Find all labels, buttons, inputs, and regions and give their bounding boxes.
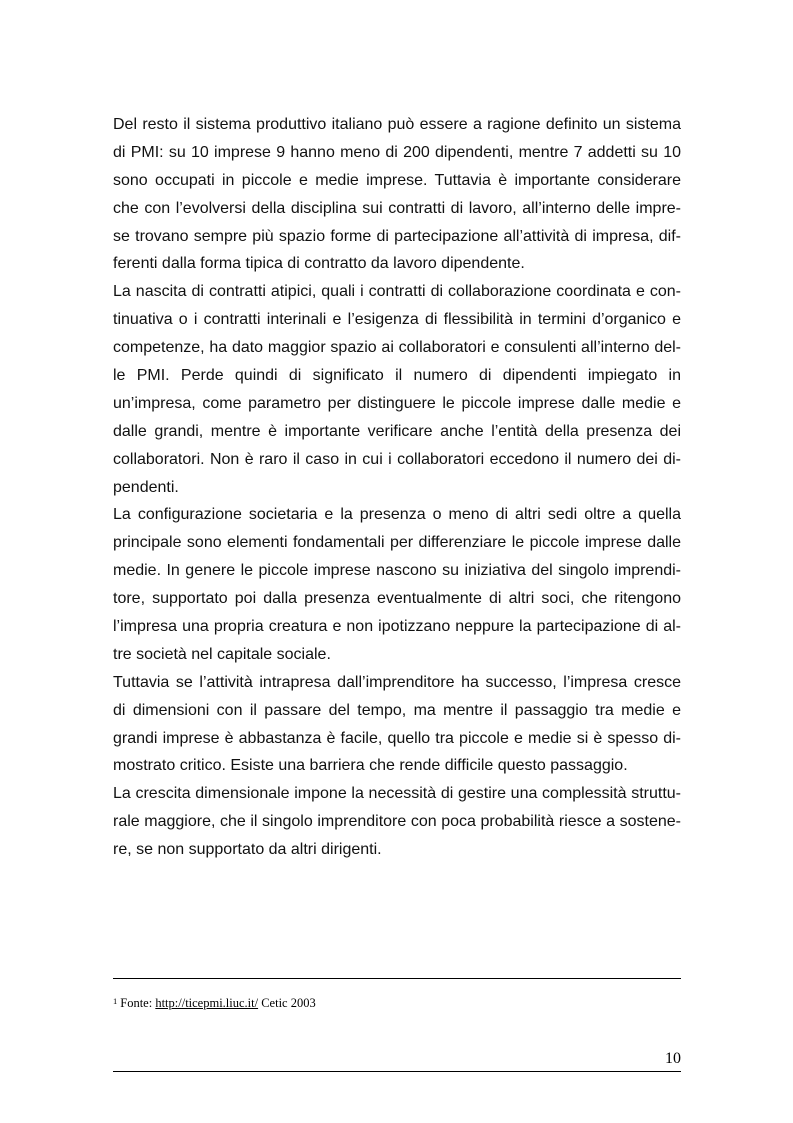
footnote-separator: [113, 978, 681, 979]
text-line: l’impresa una propria creatura e non ipotizzano neppure la partecipazione di al-: [113, 618, 681, 636]
text-line: ferenti dalla forma tipica di contratto da lavoro dipendente.: [113, 255, 525, 273]
text-line: competenze, ha dato maggior spazio ai collaboratori e consulenti all’interno del-: [113, 339, 681, 357]
text-line: La configurazione societaria e la presenza o meno di altri sedi oltre a quella: [113, 506, 681, 524]
text-line: Del resto il sistema produttivo italiano può essere a ragione definito un sistema: [113, 116, 681, 133]
text-line: La nascita di contratti atipici, quali i contratti di collaborazione coordinata e con-: [113, 283, 681, 301]
text-line: sono occupati in piccole e medie imprese. Tuttavia è importante considerare: [113, 171, 681, 189]
page-number: 10: [665, 1050, 681, 1067]
footnote-link[interactable]: http://ticepmi.liuc.it/: [155, 996, 259, 1010]
footnote-label: Fonte:: [120, 996, 153, 1010]
text-line: un’impresa, come parametro per distinguere le piccole imprese dalle medie e: [113, 394, 681, 412]
text-line: le PMI. Perde quindi di significato il numero di dipendenti impiegato in: [113, 367, 681, 385]
text-line: tinuativa o i contratti interinali e l’esigenza di flessibilità in termini d’organico e: [113, 311, 681, 329]
footnote-marker: 1: [113, 996, 118, 1006]
text-line: pendenti.: [113, 478, 179, 496]
text-line: grandi imprese è abbastanza è facile, quello tra piccole e medie si è spesso di-: [113, 729, 681, 747]
text-line: tore, supportato poi dalla presenza eventualmente di altri soci, che ritengono: [113, 590, 681, 608]
text-line: che con l’evolversi della disciplina sui contratti di lavoro, all’interno delle impre-: [113, 199, 681, 217]
text-line: La crescita dimensionale impone la necessità di gestire una complessità struttu-: [113, 785, 681, 803]
text-line: se trovano sempre più spazio forme di partecipazione all’attività di impresa, dif-: [113, 227, 681, 245]
footnote: [113, 996, 681, 1011]
text-line: re, se non supportato da altri dirigenti.: [113, 841, 382, 859]
text-line: collaboratori. Non è raro il caso in cui i collaboratori eccedono il numero dei di-: [113, 450, 681, 468]
text-line: mostrato critico. Esiste una barriera che rende difficile questo passaggio.: [113, 757, 628, 775]
text-line: rale maggiore, che il singolo imprenditore con poca probabilità riesce a sostene-: [113, 813, 681, 831]
text-line: di PMI: su 10 imprese 9 hanno meno di 200 dipendenti, mentre 7 addetti su 10: [113, 143, 681, 161]
page-bottom-rule: [113, 1071, 681, 1072]
text-line: dalle grandi, mentre è importante verificare anche l’entità della presenza dei: [113, 422, 681, 440]
text-line: principale sono elementi fondamentali per differenziare le piccole imprese dalle: [113, 534, 681, 552]
footnote-suffix: Cetic 2003: [261, 996, 316, 1010]
text-line: medie. In genere le piccole imprese nascono su iniziativa del singolo imprendi-: [113, 562, 681, 580]
body-text: [113, 111, 681, 864]
text-line: Tuttavia se l’attività intrapresa dall’imprenditore ha successo, l’impresa cresce: [113, 673, 681, 691]
text-line: tre società nel capitale sociale.: [113, 645, 331, 663]
text-line: di dimensioni con il passare del tempo, ma mentre il passaggio tra medie e: [113, 701, 681, 719]
